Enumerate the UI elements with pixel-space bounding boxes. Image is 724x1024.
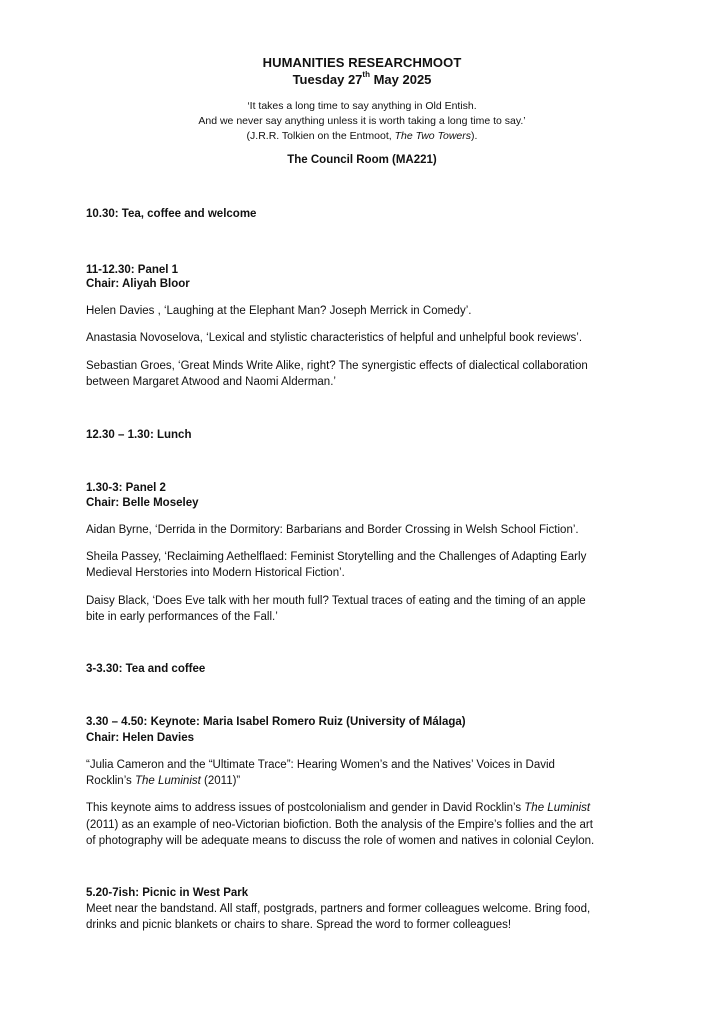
picnic-line2: drinks and picnic blankets or chairs to share. Spread the word to former colleagues! — [86, 919, 512, 931]
keynote-chair: Chair: Helen Davies — [86, 732, 195, 744]
panel1-time: 11-12.30: Panel 1 — [86, 264, 179, 276]
keynote-title-year: (2011)” — [200, 775, 241, 787]
keynote-title-line1: “Julia Cameron and the “Ultimate Trace”: Hearing Women’s and the Natives’ Voices in David — [86, 759, 555, 771]
panel1-talk-1: Helen Davies , ‘Laughing at the Elephant Man? Joseph Merrick in Comedy’. — [86, 305, 472, 317]
keynote-title-line2 — [86, 774, 646, 789]
panel2-talk-3-line1: Daisy Black, ‘Does Eve talk with her mouth full? Textual traces of eating and the timing of an apple — [86, 595, 586, 607]
keynote-time: 3.30 – 4.50: Keynote: Maria Isabel Romero Ruiz (University of Málaga) — [86, 716, 466, 728]
panel2-talk-2-line1: Sheila Passey, ‘Reclaiming Aethelflaed: Feminist Storytelling and the Challenges of Adapting Early — [86, 551, 587, 563]
panel2-talk-3-line2: bite in early performances of the Fall.’ — [86, 611, 278, 623]
keynote-abstract-line1 — [86, 801, 646, 816]
keynote-abstract-line3: of photography will be adequate means to discuss the role of women and natives in colonial Ceylon. — [86, 835, 595, 847]
picnic-line1: Meet near the bandstand. All staff, postgrads, partners and former colleagues welcome. Bring food, — [86, 903, 591, 915]
quote-line-1: ‘It takes a long time to say anything in Old Entish. — [247, 100, 477, 112]
picnic-time: 5.20-7ish: Picnic in West Park — [86, 887, 249, 899]
date-ordinal: th — [362, 70, 370, 79]
abstract-text: This keynote aims to address issues of postcolonialism and gender in David Rocklin’s — [86, 802, 525, 814]
date-day: Tuesday 27 — [292, 72, 363, 87]
attribution-text: (J.R.R. Tolkien on the Entmoot, — [246, 130, 395, 142]
attribution-end: ). — [471, 130, 478, 142]
quote-attribution — [0, 130, 724, 142]
panel2-talk-2-line2: Medieval Herstories into Modern Historical Fiction’. — [86, 567, 345, 579]
panel1-talk-3-line2: between Margaret Atwood and Naomi Alderman.’ — [86, 376, 336, 388]
attribution-book: The Two Towers — [394, 130, 472, 142]
date-month-year: May 2025 — [369, 72, 432, 87]
panel1-chair: Chair: Aliyah Bloor — [86, 278, 190, 290]
venue-room: The Council Room (MA221) — [287, 154, 437, 166]
panel2-talk-1: Aidan Byrne, ‘Derrida in the Dormitory: Barbarians and Border Crossing in Welsh School Fiction’. — [86, 524, 579, 536]
tea-session: 3-3.30: Tea and coffee — [86, 663, 206, 675]
keynote-title-author: Rocklin’s — [86, 775, 135, 787]
panel1-talk-3-line1: Sebastian Groes, ‘Great Minds Write Alike, right? The synergistic effects of dialectical collaboration — [86, 360, 588, 372]
lunch-session: 12.30 – 1.30: Lunch — [86, 429, 192, 441]
panel2-chair: Chair: Belle Moseley — [86, 497, 199, 509]
quote-line-2: And we never say anything unless it is worth taking a long time to say.’ — [198, 115, 526, 127]
keynote-title-book: The Luminist — [135, 775, 201, 787]
event-title: HUMANITIES RESEARCHMOOT — [262, 55, 462, 70]
panel1-talk-2: Anastasia Novoselova, ‘Lexical and stylistic characteristics of helpful and unhelpful book reviews’. — [86, 332, 583, 344]
event-date — [0, 72, 724, 87]
keynote-abstract-line2: (2011) as an example of neo-Victorian biofiction. Both the analysis of the Empire’s follies and the art — [86, 819, 593, 831]
abstract-book: The Luminist — [524, 802, 591, 814]
panel2-time: 1.30-3: Panel 2 — [86, 482, 166, 494]
welcome-session: 10.30: Tea, coffee and welcome — [86, 208, 257, 220]
